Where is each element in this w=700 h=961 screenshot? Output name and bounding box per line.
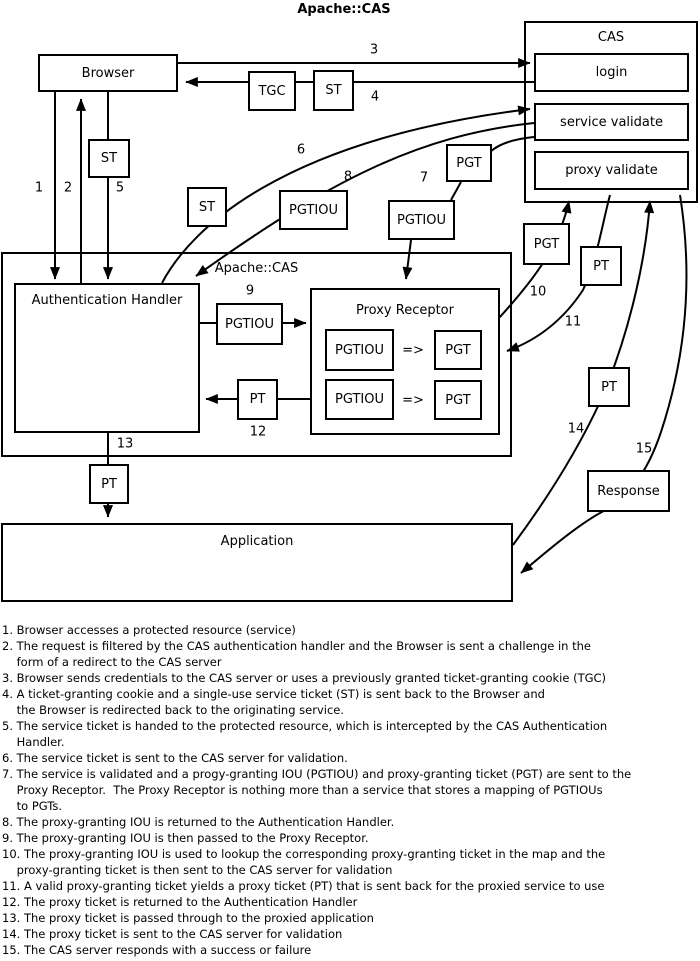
pgtiou-label: PGTIOU [397, 212, 446, 228]
step-line: Handler. [2, 735, 65, 749]
pgtiou-ticket-box-line8 [279, 190, 348, 230]
step-line: to PGTs. [2, 799, 63, 813]
step-line: 5. The service ticket is handed to the protected resource, which is intercepted by the CAS Authentication [2, 719, 608, 733]
pgt-label: PGT [456, 155, 482, 171]
authentication-handler-node [14, 283, 200, 433]
st-label: ST [325, 83, 342, 98]
st-label: ST [100, 151, 118, 166]
st-ticket-box-line4 [313, 70, 354, 111]
step-line: 14. The proxy ticket is sent to the CAS server for validation [2, 927, 343, 941]
pgtiou-label: PGTIOU [289, 202, 338, 218]
proxy-receptor-label: Proxy Receptor [356, 303, 454, 318]
step-line: 15. The CAS server responds with a success or failure [2, 943, 312, 957]
tgc-ticket-box [248, 71, 296, 111]
diagram-title: Apache::CAS [297, 2, 391, 17]
map-row2-pgtiou-box [325, 379, 394, 420]
step-line: 3. Browser sends credentials to the CAS server or uses a previously granted ticket-granting cookie (TGC) [2, 671, 607, 685]
arrow-number-6: 6 [296, 142, 306, 158]
browser-node [38, 54, 178, 92]
pt-ticket-box-line14 [588, 367, 630, 407]
pt-label: PT [593, 258, 609, 274]
browser-label: Browser [81, 65, 135, 81]
pgt-ticket-box-line10 [523, 223, 570, 265]
pgtiou-label: PGTIOU [225, 316, 274, 332]
pt-label: PT [101, 476, 117, 492]
arrow-number-1: 1 [34, 180, 44, 196]
pt-ticket-box-line11 [580, 246, 622, 286]
step-line: 12. The proxy ticket is returned to the Authentication Handler [2, 895, 358, 909]
arrow-7-pgt-to-pgtiou [451, 182, 461, 200]
step-line: 6. The service ticket is sent to the CAS server for validation. [2, 751, 348, 765]
arrow-number-2: 2 [63, 180, 73, 196]
application-node [1, 523, 513, 602]
apache-cas-label: Apache::CAS [214, 261, 299, 276]
cas-service-validate-node [534, 103, 689, 141]
pgtiou-ticket-box-line7 [388, 200, 455, 240]
arrow-number-13: 13 [116, 436, 134, 452]
pt-label: PT [601, 379, 617, 395]
arrow-number-8: 8 [343, 169, 353, 185]
cas-proxy-validate-node [534, 151, 689, 190]
map-row1-pgtiou-box [325, 329, 394, 371]
arrow-number-10: 10 [529, 284, 547, 300]
step-line: 10. The proxy-granting IOU is used to lookup the corresponding proxy-granting ticket in the map and the [2, 847, 606, 861]
map-row2-pgt-box [434, 380, 482, 420]
authentication-handler-label: Authentication Handler [31, 293, 183, 308]
pgt-ticket-box-line7 [446, 144, 492, 182]
arrow-number-4: 4 [370, 89, 380, 105]
arrow-number-3: 3 [369, 42, 379, 58]
cas-service-validate-label: service validate [560, 114, 663, 130]
cas-login-node [534, 53, 689, 92]
pt-ticket-box-line13 [89, 464, 129, 504]
step-line: Proxy Receptor. The Proxy Receptor is nothing more than a service that stores a mapping of PGTIOUs [2, 783, 603, 797]
map-arrow-label: => [402, 392, 424, 408]
arrow-number-7: 7 [419, 170, 429, 186]
st-ticket-box-line5 [88, 139, 130, 178]
step-line: the Browser is redirected back to the originating service. [2, 703, 345, 717]
step-line: 1. Browser accesses a protected resource (service) [2, 623, 296, 637]
pt-label: PT [249, 392, 266, 407]
tgc-label: TGC [258, 83, 286, 99]
arrow-number-5: 5 [115, 180, 125, 196]
step-line: proxy-granting ticket is then sent to the CAS server for validation [2, 863, 393, 877]
application-label: Application [220, 534, 294, 549]
steps-legend [2, 622, 698, 958]
response-label: Response [597, 483, 660, 499]
pgt-label: PGT [445, 342, 471, 358]
arrow-number-11: 11 [564, 314, 582, 330]
arrow-number-14: 14 [567, 421, 585, 437]
step-line: 7. The service is validated and a progy-granting IOU (PGTIOU) and proxy-granting ticket (PGT) are sent to the [2, 767, 632, 781]
response-node [587, 470, 670, 512]
step-line: form of a redirect to the CAS server [2, 655, 222, 669]
step-line: 11. A valid proxy-granting ticket yields a proxy ticket (PT) that is sent back for the proxied service to use [2, 879, 605, 893]
step-line: 9. The proxy-granting IOU is then passed to the Proxy Receptor. [2, 831, 369, 845]
pgtiou-ticket-box-line9 [216, 303, 283, 345]
step-line: 4. A ticket-granting cookie and a single-use service ticket (ST) is sent back to the Browser and [2, 687, 545, 701]
cas-proxy-validate-label: proxy validate [565, 163, 658, 178]
pgt-label: PGT [445, 392, 471, 408]
map-row2-arrow [398, 389, 428, 411]
arrow-number-12: 12 [249, 424, 267, 440]
map-row1-pgt-box [434, 330, 482, 370]
arrow-number-15: 15 [635, 441, 653, 457]
pt-ticket-box-line12 [237, 379, 278, 420]
step-line: 8. The proxy-granting IOU is returned to the Authentication Handler. [2, 815, 395, 829]
map-row1-arrow [398, 339, 428, 361]
arrow-number-9: 9 [245, 283, 255, 299]
pgt-label: PGT [533, 236, 560, 252]
cas-login-label: login [595, 65, 628, 80]
step-line: 13. The proxy ticket is passed through to the proxied application [2, 911, 374, 925]
step-line: 2. The request is filtered by the CAS authentication handler and the Browser is sent a challenge in the [2, 639, 591, 653]
st-label: ST [198, 199, 216, 215]
map-arrow-label: => [402, 342, 424, 358]
cas-label: CAS [597, 30, 625, 45]
pgtiou-label: PGTIOU [335, 342, 384, 358]
pgtiou-label: PGTIOU [335, 392, 384, 407]
st-ticket-box-line6 [187, 187, 227, 227]
